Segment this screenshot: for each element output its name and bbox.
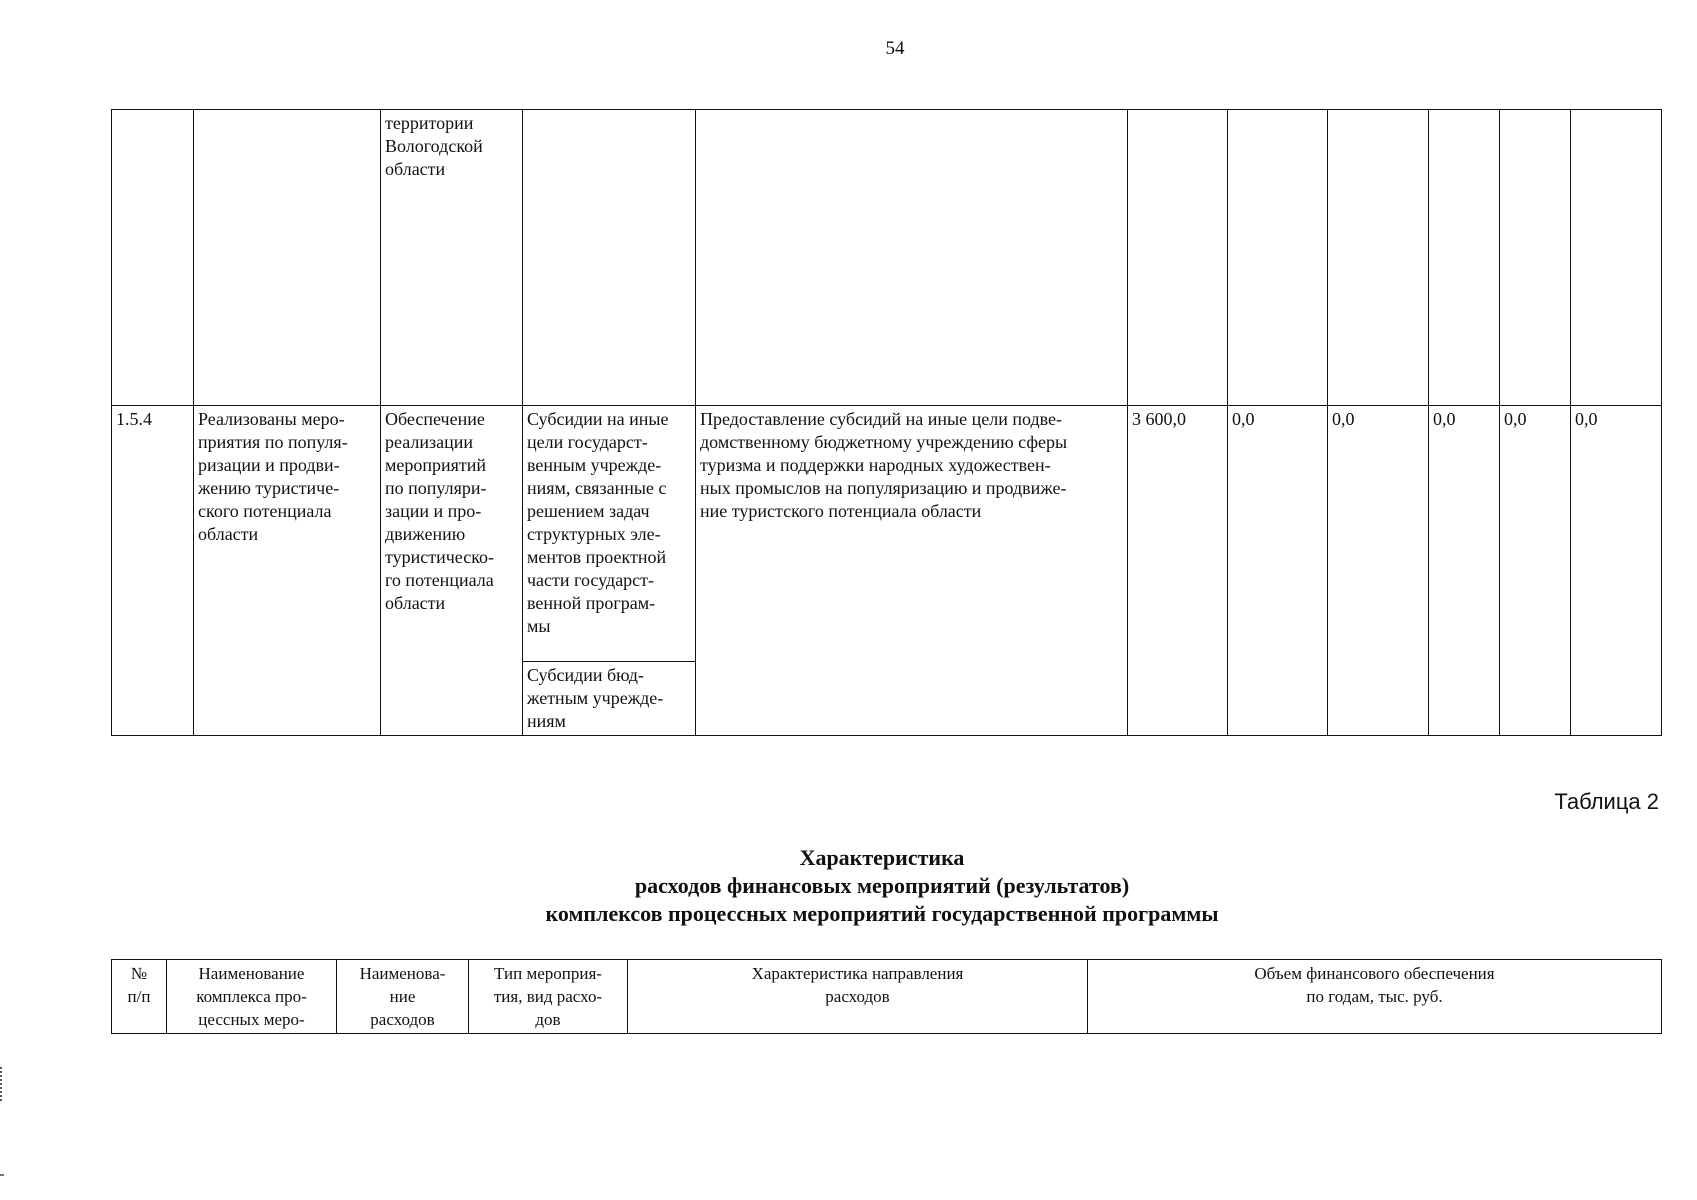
- table-cell: [1328, 110, 1429, 406]
- expenses-table-continued: [111, 109, 1662, 736]
- table-title: [0, 844, 1697, 928]
- expense-type-cell: Субсидии бюд- жетным учрежде- ниям: [523, 662, 696, 736]
- table-row: [112, 110, 1662, 406]
- title-line: Характеристика: [799, 845, 965, 870]
- table-cell: [696, 110, 1128, 406]
- table-row: [112, 406, 1662, 662]
- page-number: 54: [885, 38, 905, 59]
- value-cell: 0,0: [1571, 406, 1662, 736]
- scan-artifact: [0, 1067, 6, 1101]
- header-expense-name: Наименова- ние расходов: [337, 960, 469, 1034]
- expenses-characteristics-table: [111, 959, 1662, 1034]
- table-header-row: [112, 960, 1662, 1034]
- description-cell: Предоставление субсидий на иные цели подве- домственному бюджетному учреждению сферы туризма и поддержки народных художествен- ных промыслов на популяризацию и продвиже- ние туристского потенциала области: [696, 406, 1128, 736]
- expense-type-cell: Субсидии на иные цели государст- венным учрежде- ниям, связанные с решением задач структурных эле- ментов проектной части государст- венной програм- мы: [523, 406, 696, 662]
- item-number-cell: 1.5.4: [112, 406, 194, 736]
- table-cell: [1571, 110, 1662, 406]
- table-cell: [194, 110, 381, 406]
- header-event-type: Тип мероприя- тия, вид расхо- дов: [469, 960, 628, 1034]
- table-label: Таблица 2: [1554, 789, 1659, 814]
- table-cell: [1228, 110, 1328, 406]
- table-cell: [1500, 110, 1571, 406]
- table-cell: [112, 110, 194, 406]
- table-cell: [523, 110, 696, 406]
- header-number: № п/п: [112, 960, 167, 1034]
- value-cell: 0,0: [1228, 406, 1328, 736]
- value-cell: 0,0: [1500, 406, 1571, 736]
- item-name-cell: Реализованы меро- приятия по популя- ризации и продви- жению туристиче- ского потенциала области: [194, 406, 381, 736]
- purpose-cell: Обеспечение реализации мероприятий по популяри- зации и про- движению туристическо- го потенциала области: [381, 406, 523, 736]
- header-direction: Характеристика направления расходов: [628, 960, 1088, 1034]
- title-line: расходов финансовых мероприятий (результатов): [634, 873, 1130, 898]
- territory-cell: территории Вологодской области: [381, 110, 523, 406]
- header-funding-volume: Объем финансового обеспечения по годам, тыс. руб.: [1088, 960, 1662, 1034]
- value-cell: 3 600,0: [1128, 406, 1228, 736]
- value-cell: 0,0: [1429, 406, 1500, 736]
- scan-artifact: [0, 1174, 4, 1176]
- table-cell: [1128, 110, 1228, 406]
- header-complex-name: Наименование комплекса про- цессных меро-: [167, 960, 337, 1034]
- title-line: комплексов процессных мероприятий государственной программы: [545, 901, 1219, 926]
- value-cell: 0,0: [1328, 406, 1429, 736]
- table-cell: [1429, 110, 1500, 406]
